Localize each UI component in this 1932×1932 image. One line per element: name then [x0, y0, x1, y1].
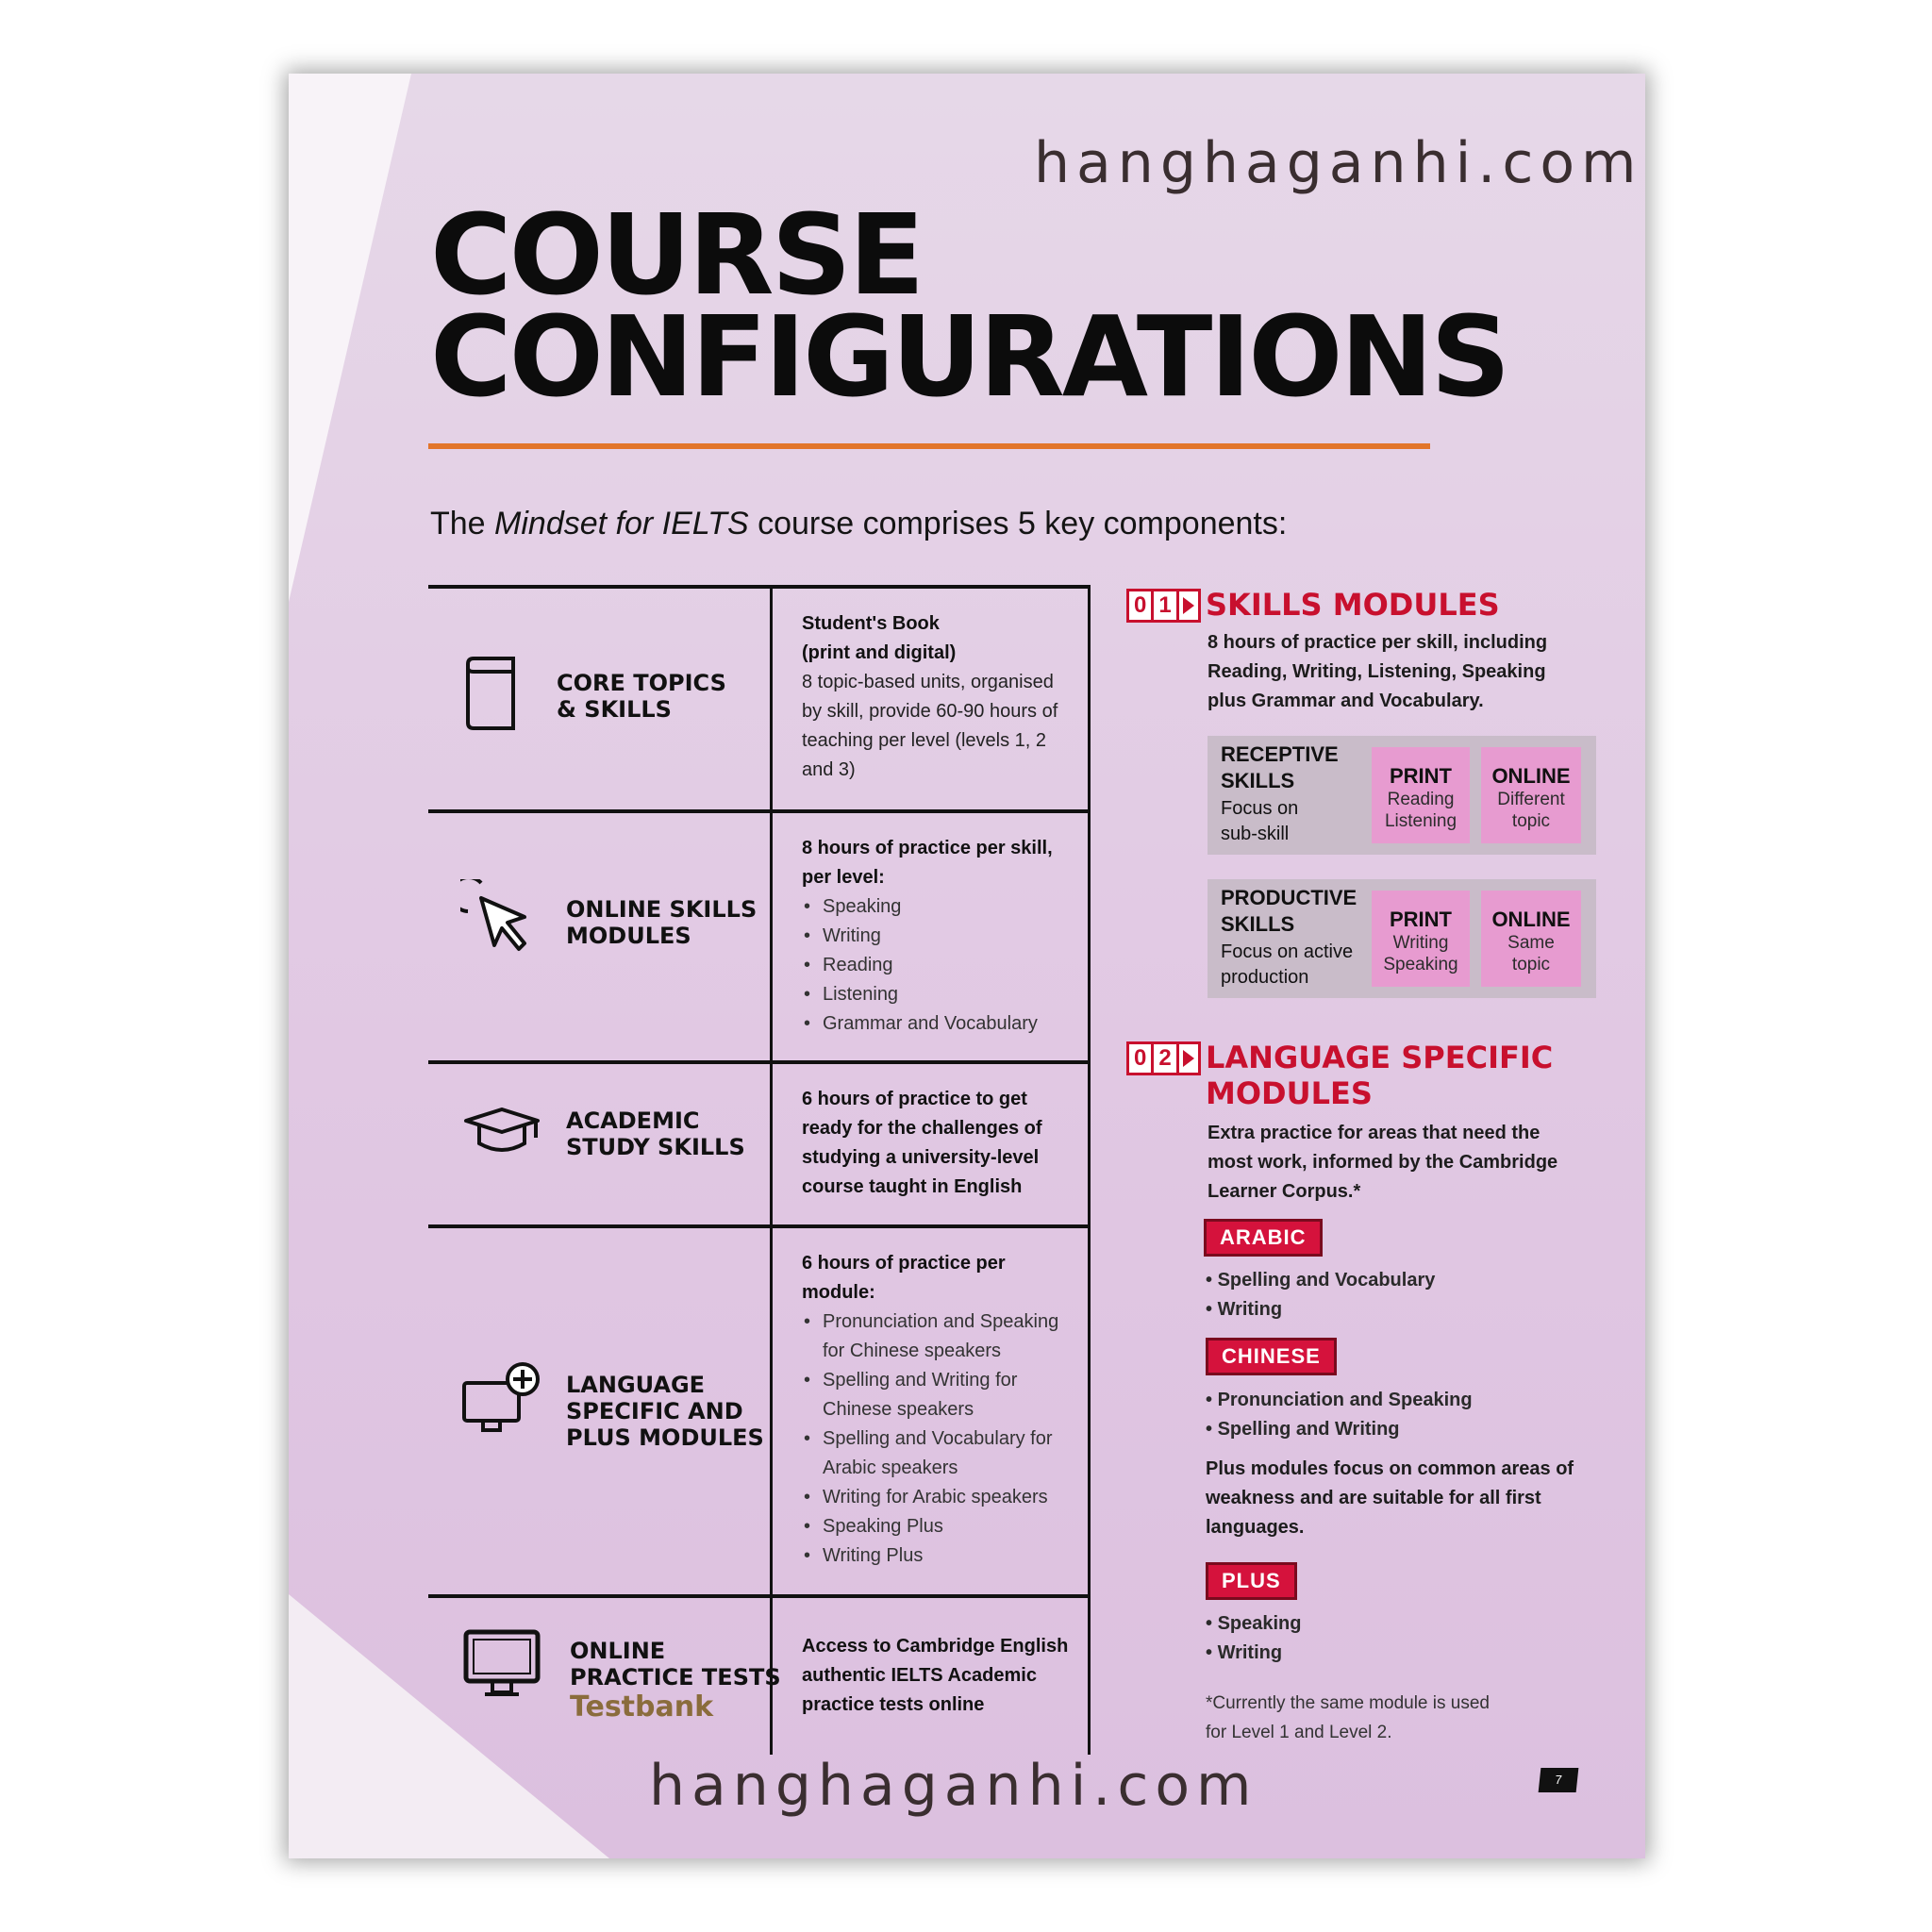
language-modules-text: Extra practice for areas that need the most work, informed by the Cambridge Learner Corpus.*	[1208, 1123, 1558, 1202]
list-item: • Speaking	[802, 892, 1075, 922]
skills-modules-title: SKILLS MODULES	[1206, 587, 1500, 623]
watermark-top: hanghaganhi.com	[1034, 130, 1643, 196]
row-desc-online-skills: 8 hours of practice per skill, per level: • Speaking • Writing • Reading • Listening • Grammar and Vocabulary	[802, 834, 1075, 1039]
language-modules-title: LANGUAGE SPECIFIC MODULES	[1206, 1040, 1554, 1111]
plus-tag: PLUS	[1206, 1562, 1297, 1600]
graduation-cap-icon	[462, 1106, 541, 1158]
receptive-sub: Focus on sub-skill	[1221, 798, 1299, 844]
intro-italic: Mindset for IELTS	[494, 506, 749, 541]
table-row-divider	[428, 1594, 1091, 1598]
list-item: • Speaking Plus	[802, 1512, 1085, 1541]
monitor-icon	[462, 1628, 543, 1702]
receptive-heading: RECEPTIVE SKILLS	[1221, 742, 1339, 792]
page-title	[430, 190, 1508, 422]
receptive-online-cell: ONLINE Different topic	[1481, 747, 1581, 843]
list-item: • Reading	[802, 951, 1075, 980]
row-label-language-specific: LANGUAGE SPECIFIC AND PLUS MODULES	[566, 1372, 764, 1451]
page-fold-top-left	[289, 74, 411, 602]
table-row-divider	[428, 1060, 1091, 1064]
page-number: 7	[1539, 1768, 1579, 1792]
section-number-02: 0 2	[1126, 1041, 1201, 1075]
list-item: • Writing	[802, 922, 1075, 951]
title-line-1: COURSE	[430, 190, 923, 320]
skills-modules-text: 8 hours of practice per skill, including Reading, Writing, Listening, Speaking plus Grammar and Vocabulary.	[1208, 632, 1548, 711]
row-label-academic: ACADEMIC STUDY SKILLS	[566, 1108, 745, 1160]
table-right-border	[1088, 585, 1091, 1755]
table-top-line	[428, 585, 1091, 589]
chinese-tag: CHINESE	[1206, 1338, 1337, 1375]
play-arrow-icon	[1183, 597, 1194, 614]
arabic-list	[1206, 1266, 1435, 1324]
receptive-print-cell: PRINT Reading Listening	[1372, 747, 1470, 843]
title-line-2: CONFIGURATIONS	[430, 291, 1508, 422]
productive-sub: Focus on active production	[1221, 941, 1354, 988]
title-underline	[428, 443, 1430, 449]
list-item: • Writing	[1206, 1639, 1301, 1668]
list-item: • Spelling and Writing for Chinese speakers	[802, 1366, 1085, 1424]
row-label-practice-tests: ONLINE PRACTICE TESTS	[570, 1638, 781, 1690]
page-fold-bottom-left	[289, 1594, 609, 1858]
list-item: • Spelling and Writing	[1206, 1415, 1473, 1444]
productive-heading: PRODUCTIVE SKILLS	[1221, 886, 1357, 936]
row-desc-core-topics: Student's Book (print and digital) 8 topic-based units, organised by skill, provide 60-90 hours of teaching per level (levels 1, 2 and 3)	[802, 613, 1058, 780]
play-arrow-icon	[1183, 1050, 1194, 1067]
intro-text: The Mindset for IELTS course comprises 5 key components:	[430, 506, 1288, 541]
list-item: • Pronunciation and Speaking for Chinese speakers	[802, 1307, 1085, 1366]
testbank-logo: Testbank	[570, 1690, 714, 1724]
table-row-divider	[428, 1224, 1091, 1228]
row-desc-practice-tests: Access to Cambridge English authentic IELTS Academic practice tests online	[802, 1636, 1069, 1715]
row-label-core-topics: CORE TOPICS & SKILLS	[557, 670, 726, 723]
list-item: • Writing for Arabic speakers	[802, 1483, 1085, 1512]
arabic-tag: ARABIC	[1204, 1219, 1323, 1257]
list-item: • Listening	[802, 980, 1075, 1009]
list-item: • Spelling and Vocabulary	[1206, 1266, 1435, 1295]
list-item: • Spelling and Vocabulary for Arabic speakers	[802, 1424, 1085, 1483]
watermark-bottom: hanghaganhi.com	[649, 1753, 1258, 1819]
productive-online-cell: ONLINE Same topic	[1481, 891, 1581, 987]
cursor-click-icon	[460, 879, 540, 958]
row-desc-academic: 6 hours of practice to get ready for the challenges of studying a university-level course taught in English	[802, 1089, 1042, 1197]
row-label-online-skills: ONLINE SKILLS MODULES	[566, 896, 758, 949]
plus-modules-text: Plus modules focus on common areas of weakness and are suitable for all first languages.	[1206, 1458, 1574, 1538]
chinese-list	[1206, 1386, 1473, 1444]
monitor-plus-icon	[460, 1360, 541, 1436]
list-item: • Writing Plus	[802, 1541, 1085, 1571]
list-item: • Pronunciation and Speaking	[1206, 1386, 1473, 1415]
plus-list	[1206, 1609, 1301, 1668]
list-item: • Writing	[1206, 1295, 1435, 1324]
book-icon	[460, 655, 519, 734]
section-number-01: 0 1	[1126, 589, 1201, 623]
list-item: • Grammar and Vocabulary	[802, 1009, 1075, 1039]
table-column-divider	[770, 585, 773, 1755]
list-item: • Speaking	[1206, 1609, 1301, 1639]
productive-print-cell: PRINT Writing Speaking	[1372, 891, 1470, 987]
row-desc-language-specific: 6 hours of practice per module: • Pronunciation and Speaking for Chinese speakers • Spelling and Writing for Chinese speakers • Spelling and Vocabulary for Arabic speakers • Writing for Arabic speakers • Speaking Plus • Writing Plus	[802, 1249, 1085, 1571]
receptive-skills-box	[1208, 736, 1596, 855]
table-row-divider	[428, 809, 1091, 813]
productive-skills-box	[1208, 879, 1596, 998]
footnote: *Currently the same module is used for Level 1 and Level 2.	[1206, 1693, 1490, 1742]
